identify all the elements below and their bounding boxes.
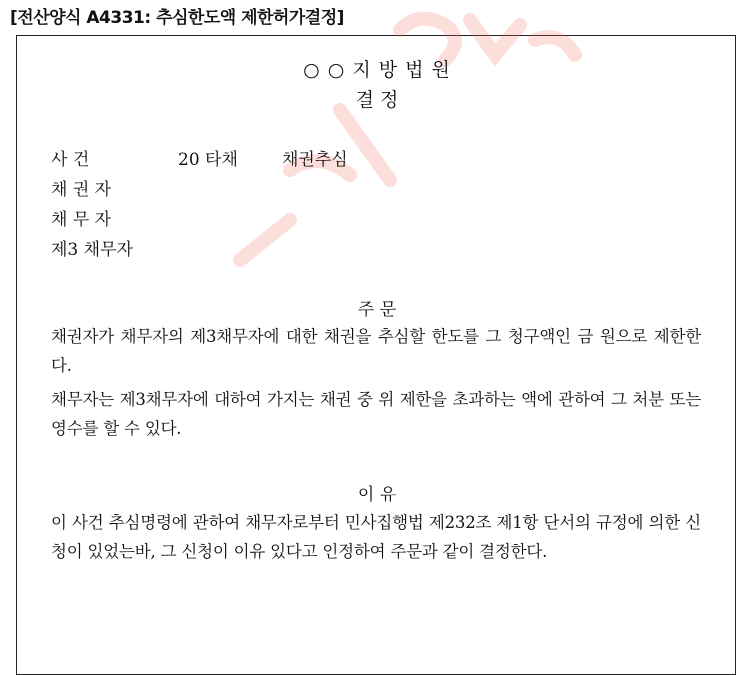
creditor-label: 채 권 자 — [51, 180, 112, 200]
case-number: 20 타채 — [178, 150, 238, 170]
form-label: [전산양식 A4331: 추심한도액 제한허가결정] — [10, 8, 344, 28]
reason-paragraph: 이 사건 추심명령에 관하여 채무자로부터 민사집행법 제232조 제1항 단서의 규정에 의한 신청이 있었는바, 그 신청이 이유 있다고 인정하여 주문과 같이 결정한다. — [51, 513, 701, 561]
document-title: 결 정 — [355, 89, 399, 111]
order-paragraph-2: 채무자는 제3채무자에 대하여 가지는 채권 중 위 제한을 초과하는 액에 관하여 그 처분 또는 영수를 할 수 있다. — [51, 390, 701, 438]
order-heading: 주 문 — [357, 300, 397, 320]
reason-heading: 이 유 — [357, 485, 397, 505]
order-paragraph-1: 채권자가 채무자의 제3채무자에 대한 채권을 추심할 한도를 그 청구액인 금 원으로 제한한다. — [51, 327, 701, 375]
case-label: 사 건 — [51, 150, 90, 170]
debtor-label: 채 무 자 — [51, 210, 112, 230]
case-name: 채권추심 — [282, 150, 348, 170]
third-debtor-label: 제3 채무자 — [51, 240, 133, 260]
court-name: ○ ○ 지 방 법 원 — [303, 59, 451, 81]
